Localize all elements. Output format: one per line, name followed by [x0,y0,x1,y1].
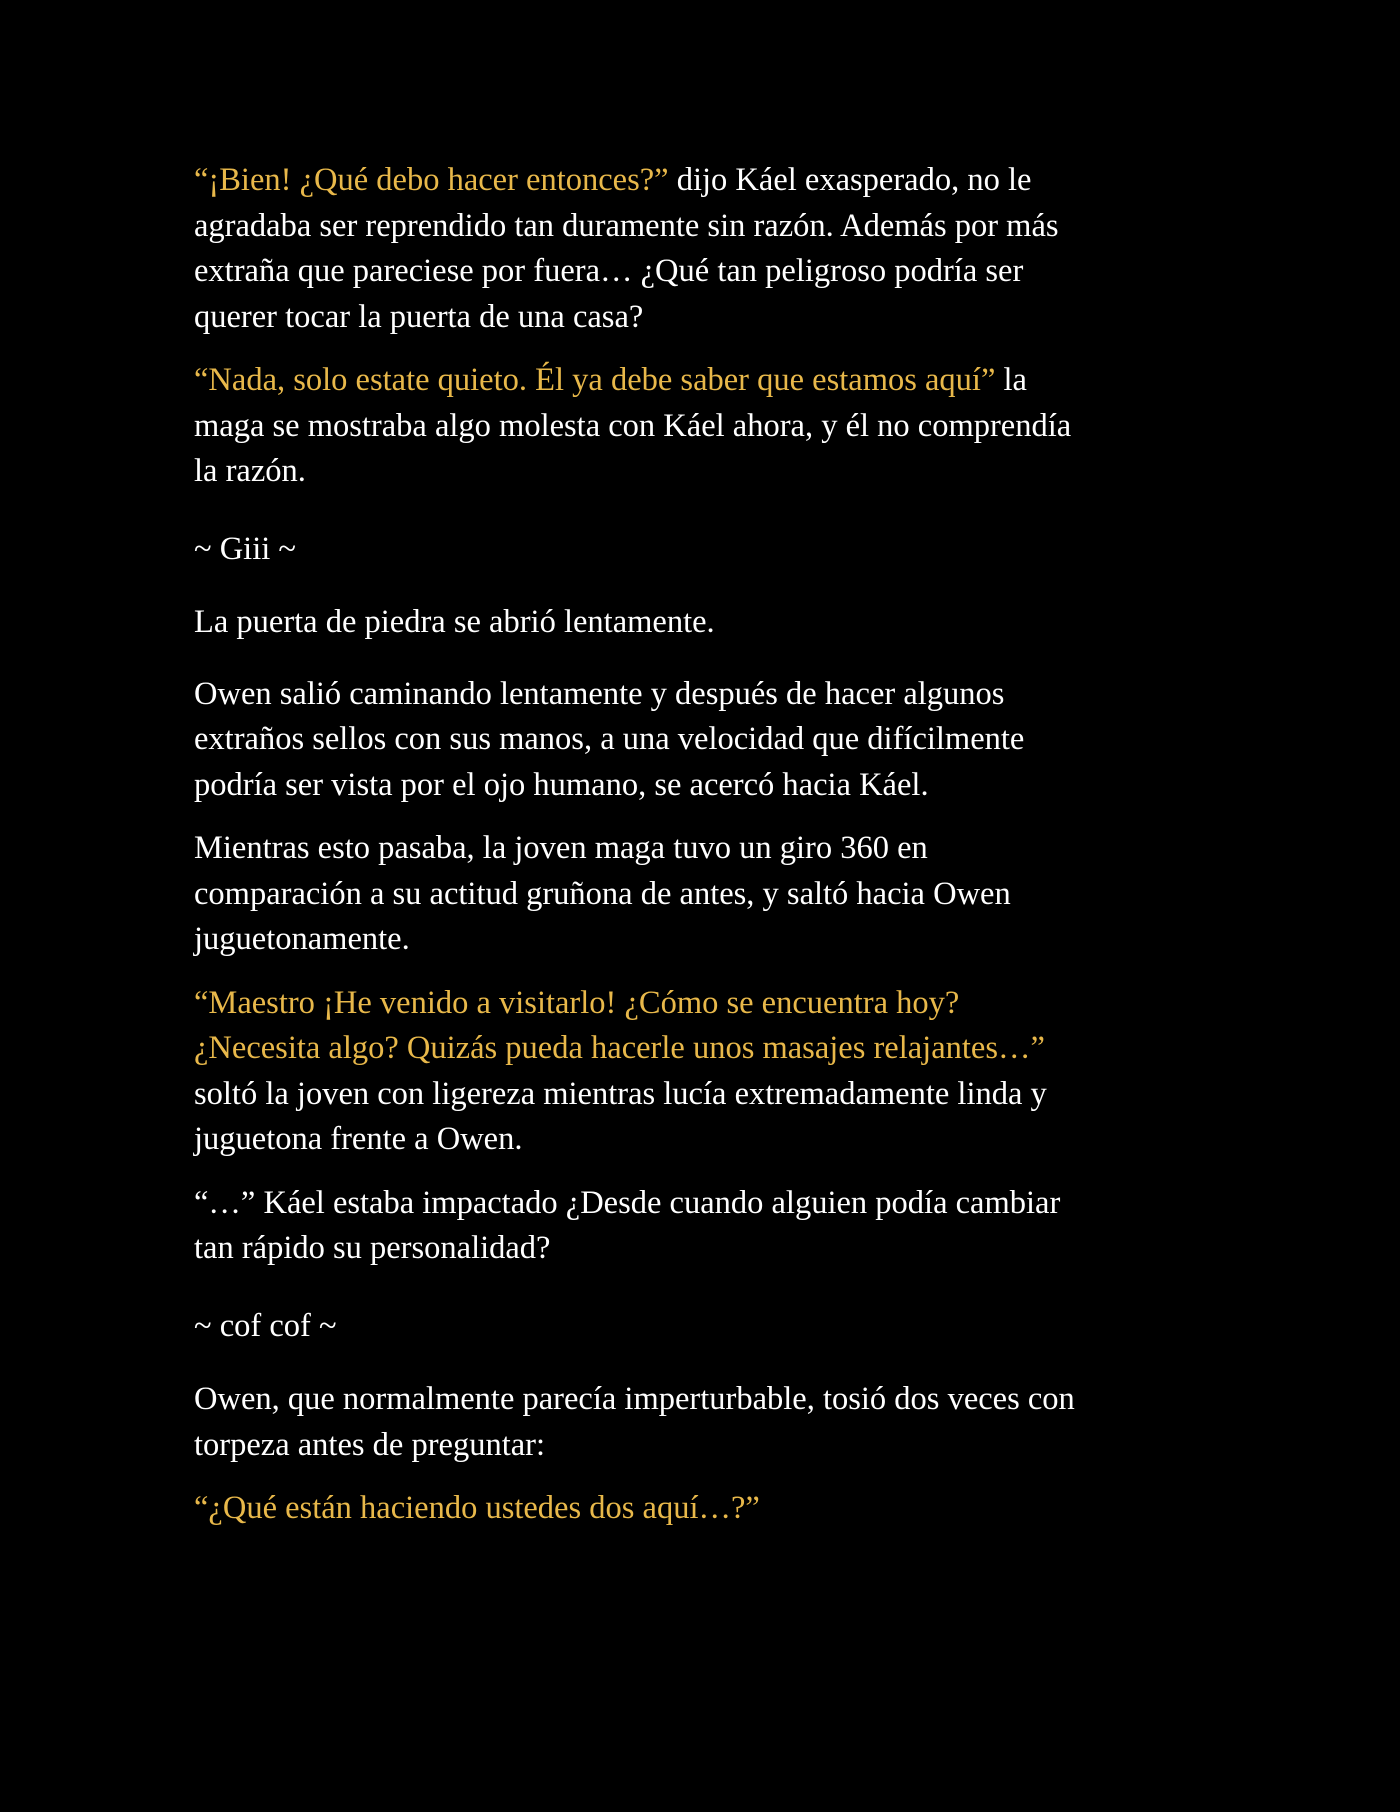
sound-effect-text: ~ cof cof ~ [194,1307,337,1344]
paragraph-5 [194,672,1224,809]
paragraph-7 [194,981,1224,1163]
dialogue-text: “Nada, solo estate quieto. Él ya debe saber que estamos aquí” [194,362,996,398]
narration-text: soltó la joven con ligereza mientras lucía extremadamente linda y juguetona frente a Owen. [194,1075,1047,1157]
narration-text: la maga se mostraba algo molesta con Káel ahora, y él no comprendía la razón. [194,362,1072,489]
narration-text: La puerta de piedra se abrió lentamente. [194,604,715,640]
story-text [194,158,1224,1550]
narration-text: Owen, que normalmente parecía imperturbable, tosió dos veces con torpeza antes de preguntar: [194,1381,1075,1463]
paragraph-4 [194,600,1224,646]
narration-text: Owen salió caminando lentamente y después de hacer algunos extraños sellos con sus manos, a una velocidad que difícilmente podría ser vista por el ojo humano, se acercó hacia Káel. [194,675,1025,803]
paragraph-11 [194,1486,1224,1532]
dialogue-text: “¡Bien! ¿Qué debo hacer entonces?” [194,162,669,198]
paragraph-2 [194,358,1224,495]
dialogue-text: “¿Qué están haciendo ustedes dos aquí…?” [194,1490,760,1526]
sound-effect-text: ~ Giii ~ [194,530,296,567]
dialogue-text: “Maestro ¡He venido a visitarlo! ¿Cómo se encuentra hoy? ¿Necesita algo? Quizás pueda hacerle unos masajes relajantes…” [194,984,1045,1066]
paragraph-6 [194,826,1224,963]
narration-text: “…” Káel estaba impactado ¿Desde cuando alguien podía cambiar tan rápido su personalidad? [194,1184,1061,1266]
narration-text: dijo Káel exasperado, no le agradaba ser reprendido tan duramente sin razón. Además por más extraña que pareciese por fuera… ¿Qué tan peligroso podría ser querer tocar la puerta de una casa? [194,162,1059,335]
sound-effect [194,1304,1224,1350]
paragraph-8 [194,1181,1224,1272]
paragraph-10 [194,1377,1224,1468]
narration-text: Mientras esto pasaba, la joven maga tuvo un giro 360 en comparación a su actitud gruñona de antes, y saltó hacia Owen juguetonamente. [194,830,1011,957]
sound-effect [194,527,1224,573]
paragraph-1 [194,158,1224,340]
